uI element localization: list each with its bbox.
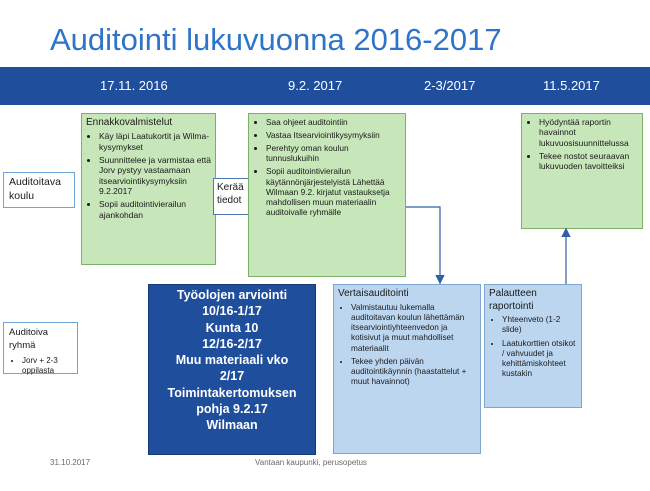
footer-org: Vantaan kaupunki, perusopetus [255,458,367,467]
tyoolojen-line: Toimintakertomuksen [167,385,297,400]
tyoolojen-line: pohja 9.2.17 [196,401,268,416]
palautteen-raportointi-title: Palautteen raportointi [489,288,537,312]
arrow-feb-to-vertais [406,207,440,282]
list-item: • Vastaa Itsearviointikysymyksiin [266,130,401,140]
auditoiva-ryhma-label: Auditoiva ryhmä [9,327,49,351]
list-item: • Suunnittelee ja varmistaa että Jorv pystyy vastaamaan itsearviointikysymyksiin 9.2.2017 [99,155,211,196]
timeline-date-4: 11.5.2017 [543,78,600,93]
tyoolojen-line: Kunta 10 [205,320,259,335]
auditoiva-ryhma-item: • Jorv + 2-3 oppilasta [22,356,72,378]
list-item: • Perehtyy oman koulun tunnuslukuihin [266,143,401,163]
list-item: • Tekee yhden päivän auditointikäynnin (haastattelut + muut havainnot) [351,357,476,388]
tyoolojen-line: 2/17 [219,369,245,384]
list-item: • Valmistautuu lukemalla auditoitavan koulun lähettämän itsearviointiyhteenvedon ja kotisivut ja muut mahdolliset materiaalit [351,303,476,354]
tyoolojen-line: 12/16-2/17 [202,336,262,351]
auditoitava-koulu-label: Auditoitava koulu [3,172,75,208]
timeline-date-1: 17.11. 2016 [100,78,168,93]
list-item: • Käy läpi Laatukortit ja Wilma-kysymykset [99,131,211,152]
tyoolojen-line: 10/16-1/17 [202,304,262,319]
list-item: • Tekee nostot seuraavan lukuvuoden tavoitteiksi [539,151,638,172]
list-item: • Yhteenveto (1-2 slide) [502,315,577,336]
timeline-date-2: 9.2. 2017 [288,78,343,93]
timeline-date-3: 2-3/2017 [424,78,476,93]
footer-date: 31.10.2017 [50,458,91,467]
tyoolojen-line: Wilmaan [206,418,258,432]
list-item: • Sopii auditointivierailun ajankohdan [99,199,211,220]
vertaisauditointi-title: Vertaisauditointi [338,288,409,299]
tyoolojen-line: Työolojen arviointi [176,288,288,302]
list-item: • Laatukorttien otsikot / vahvuudet ja kehittämiskohteet kustakin [502,339,577,380]
tyoolojen-line: Muu materiaali vko [175,353,289,367]
list-item: • Saa ohjeet auditointiin [266,117,401,127]
ennakkovalmistelut-title: Ennakkovalmistelut [86,117,173,128]
list-item: • Sopii auditointivierailun käytännönjärjestelyistä Lähettää Wilmaan 9.2. kirjatut vastauksetja mahdollisen muun materiaalin auditoivalle ryhmälle [266,166,401,217]
page-title: Auditointi lukuvuonna 2016-2017 [50,22,502,57]
list-item: • Hyödyntää raportin havainnot lukuvuosisuunnittelussa [539,117,638,148]
keraa-tiedot-box: Kerää tiedot [213,178,250,215]
